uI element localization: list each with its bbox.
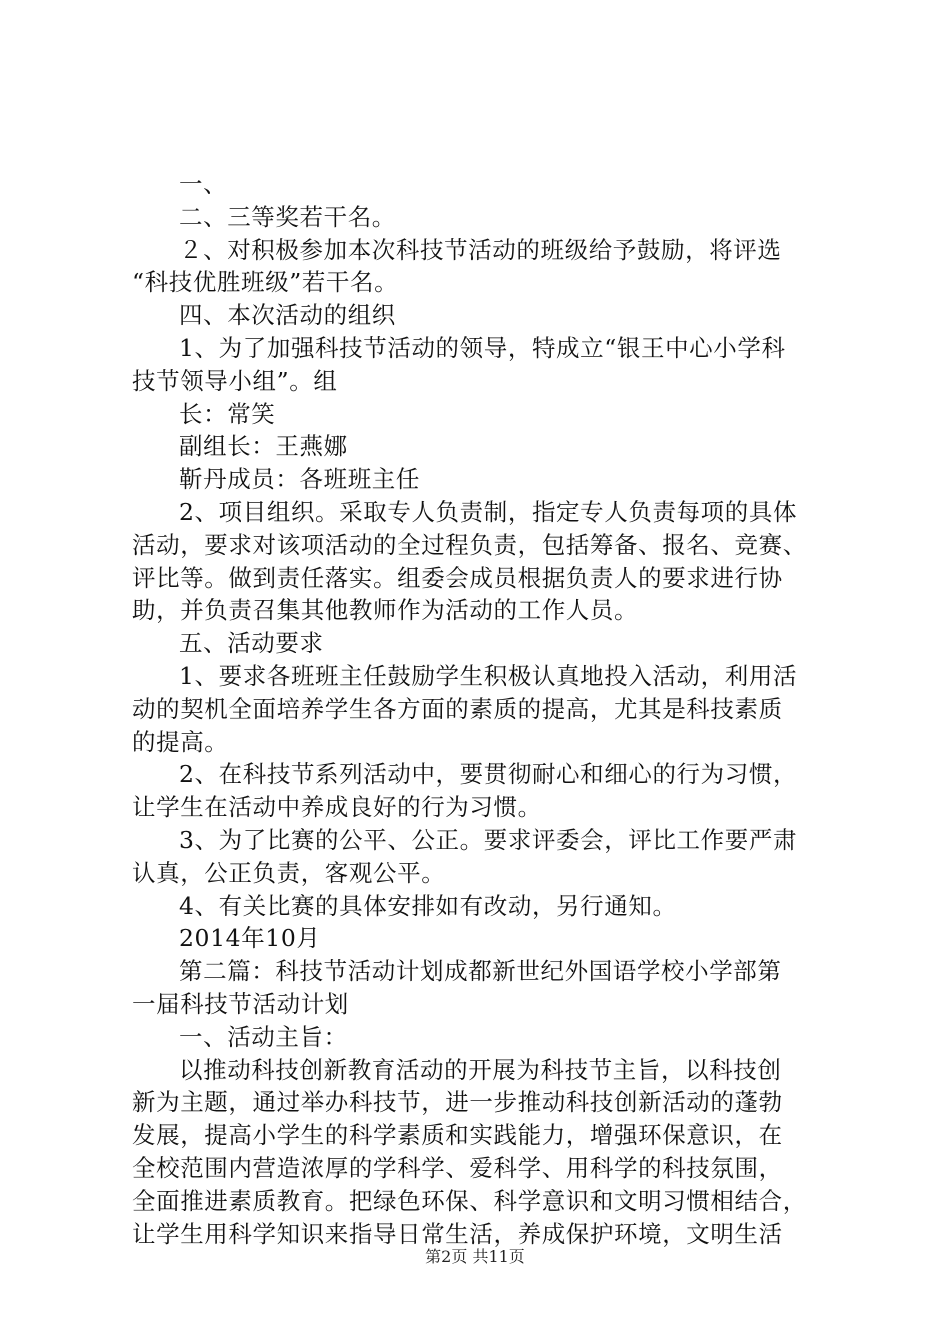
text-line: 技节领导小组”。组 [132,366,338,395]
text-line: 1、为了加强科技节活动的领导，特成立“银王中心小学科 [179,333,786,362]
text-line: 认真，公正负责，客观公平。 [132,858,446,887]
text-line: 一届科技节活动计划 [132,989,349,1018]
text-line: 一、活动主旨： [179,1022,348,1051]
text-line: 长：常笑 [179,399,276,428]
text-line: 1、要求各班班主任鼓励学生积极认真地投入活动，利用活 [179,661,798,690]
text-line: 动的契机全面培养学生各方面的素质的提高，尤其是科技素质 [132,694,783,723]
text-line: 让学生在活动中养成良好的行为习惯。 [132,793,542,822]
text-line: 四、本次活动的组织 [179,301,396,330]
text-line: 靳丹成员：各班班主任 [179,465,420,494]
text-line: 3、为了比赛的公平、公正。要求评委会，评比工作要严肃 [179,825,798,854]
text-line: 的提高。 [132,727,229,756]
text-line: 第二篇：科技节活动计划成都新世纪外国语学校小学部第 [179,957,782,986]
text-line: 评比等。做到责任落实。组委会成员根据负责人的要求进行协 [132,563,783,592]
text-line: 2、在科技节系列活动中，要贯彻耐心和细心的行为习惯， [179,760,798,789]
document-body [132,168,832,1250]
text-line: 发展，提高小学生的科学素质和实践能力，增强环保意识，在 [132,1121,783,1150]
text-line: 一、 [179,170,228,198]
text-line: ２、对积极参加本次科技节活动的班级给予鼓励，将评选 [179,235,782,264]
text-line: “科技优胜班级”若干名。 [132,268,399,297]
text-line: 活动，要求对该项活动的全过程负责，包括筹备、报名、竞赛、 [132,530,807,559]
page-footer: 第2页 共11页 [425,1247,525,1266]
text-line: 二、三等奖若干名。 [179,202,396,231]
text-line: 五、活动要求 [179,629,324,658]
text-line: 以推动科技创新教育活动的开展为科技节主旨，以科技创 [179,1055,782,1084]
text-line: 让学生用科学知识来指导日常生活，养成保护环境，文明生活 [132,1219,783,1248]
text-line: 新为主题，通过举办科技节，进一步推动科技创新活动的蓬勃 [132,1088,783,1117]
text-line: 助，并负责召集其他教师作为活动的工作人员。 [132,596,639,625]
text-line: 副组长：王燕娜 [179,432,348,461]
text-line: 全校范围内营造浓厚的学科学、爱科学、用科学的科技氛围， [132,1153,783,1182]
text-line: 2、项目组织。采取专人负责制，指定专人负责每项的具体 [179,497,798,526]
text-line: 2014年10月 [179,924,321,953]
text-line: 全面推进素质教育。把绿色环保、科学意识和文明习惯相结合， [132,1186,807,1215]
text-line: 4、有关比赛的具体安排如有改动，另行通知。 [179,891,677,920]
